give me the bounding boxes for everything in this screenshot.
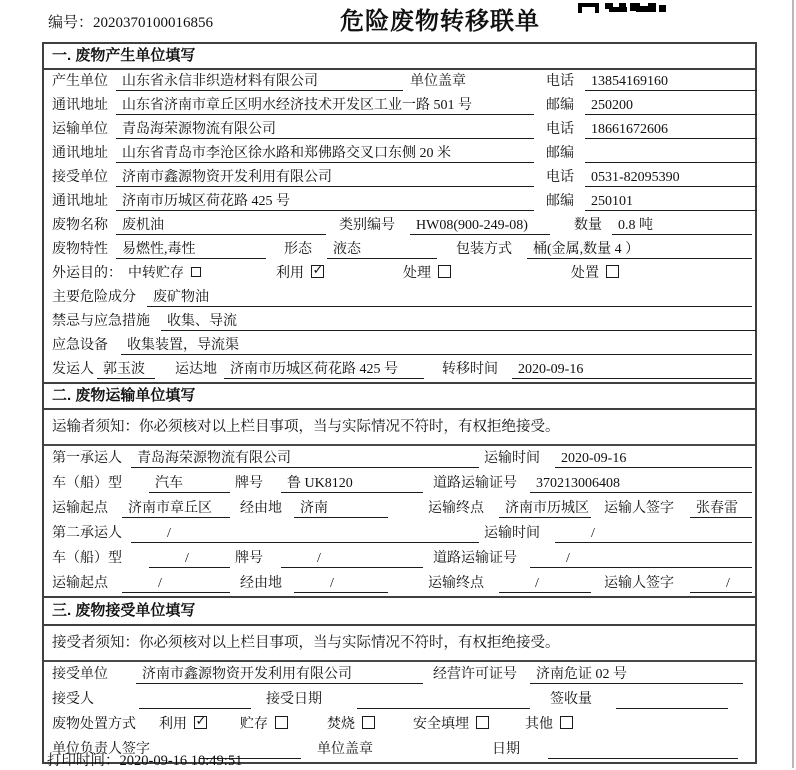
disposal-other-checkbox xyxy=(525,713,573,733)
first-plate-value: 鲁 UK8120 xyxy=(281,475,423,493)
second-carrier-label: 第二承运人 xyxy=(52,526,122,541)
packing-value: 桶(金属,数量 4 ） xyxy=(527,241,752,259)
second-vehicle-type-value: / xyxy=(149,550,230,568)
disposal-landfill-checkbox-box-icon xyxy=(476,716,489,729)
disposal-landfill-checkbox-label: 安全填埋 xyxy=(413,717,469,732)
disposal-utilize-checkbox-box-icon xyxy=(194,716,207,729)
second-endpoint-label: 运输终点 xyxy=(428,576,484,591)
row-producer-unit xyxy=(44,70,755,94)
purpose-dispose-checkbox xyxy=(571,262,619,282)
first-via-label: 经由地 xyxy=(240,501,282,516)
page-right-edge xyxy=(792,0,794,768)
quantity-label: 数量 xyxy=(574,218,602,233)
purpose-dispose-checkbox-label: 处置 xyxy=(571,266,599,281)
disposal-incinerate-checkbox-box-icon xyxy=(362,716,375,729)
row-emergency-equipment xyxy=(44,334,755,358)
emergency-equipment-label: 应急设备 xyxy=(52,338,108,353)
producer-unit-label: 产生单位 xyxy=(52,74,108,89)
disposal-incinerate-checkbox xyxy=(327,713,375,733)
section-transporter xyxy=(44,382,755,596)
row-receiver-address xyxy=(44,190,755,214)
disposal-utilize-checkbox-label: 利用 xyxy=(159,717,187,732)
receiver-zip-value: 250101 xyxy=(585,193,757,211)
qr-code-fragment-icon xyxy=(578,0,666,10)
section-producer xyxy=(44,44,755,382)
row-emergency-measures xyxy=(44,310,755,334)
second-road-permit-value: / xyxy=(530,550,752,568)
row-transporter-unit xyxy=(44,118,755,142)
section-receiver-notice: 接受者须知：你必须核对以上栏目事项，当与实际情况不符时，有权拒绝接受。 xyxy=(44,626,755,662)
received-amount-label: 签收量 xyxy=(550,692,592,707)
row-first-carrier xyxy=(44,446,755,471)
producer-address-label: 通讯地址 xyxy=(52,98,108,113)
disposal-utilize-checkbox xyxy=(159,713,207,733)
outbound-purpose-label: 外运目的： xyxy=(52,266,122,281)
destination-value: 济南市历城区荷花路 425 号 xyxy=(224,361,424,379)
first-origin-label: 运输起点 xyxy=(52,501,108,516)
packing-label: 包装方式 xyxy=(456,242,512,257)
hazard-component-label: 主要危险成分 xyxy=(52,290,136,305)
row-receive-unit xyxy=(44,662,755,687)
section-transporter-notice: 运输者须知：你必须核对以上栏目事项，当与实际情况不符时，有权拒绝接受。 xyxy=(44,410,755,446)
producer-phone-value: 13854169160 xyxy=(585,73,757,91)
receive-date-value xyxy=(357,691,530,709)
category-code-label: 类别编号 xyxy=(339,218,395,233)
emergency-equipment-value: 收集装置，导流渠 xyxy=(121,337,752,355)
row-hazard-component xyxy=(44,286,755,310)
first-carrier-sign-value: 张春雷 xyxy=(690,500,752,518)
emergency-measures-label: 禁忌与应急措施 xyxy=(52,314,150,329)
receive-person-value xyxy=(139,691,251,709)
disposal-other-checkbox-box-icon xyxy=(560,716,573,729)
license-number-value: 济南危证 02 号 xyxy=(530,666,743,684)
first-endpoint-label: 运输终点 xyxy=(428,501,484,516)
transfer-storage-checkbox-box-icon xyxy=(191,267,201,277)
producer-address-value: 山东省济南市章丘区明水经济技术开发区工业一路 501 号 xyxy=(116,97,534,115)
disposal-incinerate-checkbox-label: 焚烧 xyxy=(327,717,355,732)
purpose-treat-checkbox-box-icon xyxy=(438,265,451,278)
transfer-storage-checkbox-label: 中转贮存 xyxy=(128,266,184,281)
transporter-address-value: 山东省青岛市李沧区徐水路和郑佛路交叉口东侧 20 米 xyxy=(116,145,534,163)
seal-date-label: 日期 xyxy=(492,742,520,757)
transfer-form-table xyxy=(42,42,757,764)
doc-number-value: 2020370100016856 xyxy=(93,15,214,31)
second-road-permit-label: 道路运输证号 xyxy=(433,551,517,566)
producer-zip-label: 邮编 xyxy=(546,98,574,113)
print-time-value: 2020-09-16 10:49:51 xyxy=(119,753,243,769)
license-number-label: 经营许可证号 xyxy=(433,667,517,682)
disposal-landfill-checkbox xyxy=(413,713,489,733)
doc-number-label: 编号： xyxy=(48,15,94,31)
waste-name-label: 废物名称 xyxy=(52,218,108,233)
purpose-utilize-checkbox xyxy=(276,262,324,282)
section-producer-title: 一. 废物产生单位填写 xyxy=(44,44,755,70)
responsible-sign-label: 单位负责人签字 xyxy=(52,742,150,757)
first-endpoint-value: 济南市历城区 xyxy=(499,500,591,518)
first-via-value: 济南 xyxy=(294,500,388,518)
second-carrier-sign-value: / xyxy=(690,575,752,593)
row-producer-address xyxy=(44,94,755,118)
print-time xyxy=(47,749,242,770)
row-second-vehicle xyxy=(44,546,755,571)
second-carrier-sign-label: 运输人签字 xyxy=(604,576,674,591)
row-receive-person xyxy=(44,687,755,712)
receive-date-label: 接受日期 xyxy=(266,692,322,707)
second-carrier-value: / xyxy=(131,525,479,543)
row-disposal-method xyxy=(44,712,755,737)
second-vehicle-type-label: 车（船）型 xyxy=(52,551,122,566)
row-first-route xyxy=(44,496,755,521)
transporter-phone-label: 电话 xyxy=(546,122,574,137)
first-plate-label: 牌号 xyxy=(235,476,263,491)
emergency-measures-value: 收集、导流 xyxy=(161,313,756,331)
receiver-unit-label: 接受单位 xyxy=(52,170,108,185)
second-endpoint-value: / xyxy=(499,575,591,593)
first-transport-date-value: 2020-09-16 xyxy=(555,450,752,468)
first-carrier-sign-label: 运输人签字 xyxy=(604,501,674,516)
hazard-component-value: 废矿物油 xyxy=(147,289,752,307)
disposal-other-checkbox-label: 其他 xyxy=(525,717,553,732)
purpose-treat-checkbox-label: 处理 xyxy=(403,266,431,281)
receiver-address-label: 通讯地址 xyxy=(52,194,108,209)
row-outbound-purpose xyxy=(44,262,755,286)
category-code-value: HW08(900-249-08) xyxy=(410,217,550,235)
transporter-zip-value xyxy=(585,145,757,163)
section-receiver-title: 三. 废物接受单位填写 xyxy=(44,598,755,626)
row-second-route xyxy=(44,571,755,596)
transfer-date-label: 转移时间 xyxy=(442,362,498,377)
disposal-method-label: 废物处置方式 xyxy=(52,717,136,732)
transporter-phone-value: 18661672606 xyxy=(585,121,757,139)
second-plate-label: 牌号 xyxy=(235,551,263,566)
first-vehicle-type-value: 汽车 xyxy=(149,475,230,493)
section-transporter-title: 二. 废物运输单位填写 xyxy=(44,384,755,410)
row-waste-name xyxy=(44,214,755,238)
receiver-address-value: 济南市历城区荷花路 425 号 xyxy=(116,193,534,211)
waste-property-value: 易燃性,毒性 xyxy=(116,241,266,259)
first-carrier-value: 青岛海荣源物流有限公司 xyxy=(131,450,479,468)
second-transport-date-label: 运输时间 xyxy=(484,526,540,541)
purpose-treat-checkbox xyxy=(403,262,451,282)
print-time-label: 打印时间： xyxy=(47,753,120,769)
row-transporter-address xyxy=(44,142,755,166)
purpose-utilize-checkbox-label: 利用 xyxy=(276,266,304,281)
first-carrier-label: 第一承运人 xyxy=(52,451,122,466)
transporter-unit-value: 青岛海荣源物流有限公司 xyxy=(116,121,534,139)
second-origin-value: / xyxy=(122,575,230,593)
page-title: 危险废物转移联单 xyxy=(340,8,540,35)
waste-name-value: 废机油 xyxy=(116,217,326,235)
second-via-label: 经由地 xyxy=(240,576,282,591)
row-waste-property xyxy=(44,238,755,262)
consignor-value: 郭玉波 xyxy=(97,361,155,379)
disposal-storage-checkbox xyxy=(240,713,288,733)
producer-phone-label: 电话 xyxy=(546,74,574,89)
receive-person-label: 接受人 xyxy=(52,692,94,707)
receiver-phone-value: 0531-82095390 xyxy=(585,169,757,187)
destination-label: 运达地 xyxy=(175,362,217,377)
transfer-date-value: 2020-09-16 xyxy=(512,361,752,379)
row-first-vehicle xyxy=(44,471,755,496)
first-road-permit-value: 370213006408 xyxy=(530,475,752,493)
purpose-dispose-checkbox-box-icon xyxy=(606,265,619,278)
disposal-storage-checkbox-box-icon xyxy=(275,716,288,729)
transporter-zip-label: 邮编 xyxy=(546,146,574,161)
second-transport-date-value: / xyxy=(555,525,752,543)
received-amount-value xyxy=(616,691,728,709)
unit-seal-label: 单位盖章 xyxy=(410,74,466,89)
quantity-value: 0.8 吨 xyxy=(612,217,752,235)
section-receiver xyxy=(44,596,755,762)
second-plate-value: / xyxy=(281,550,423,568)
transporter-unit-label: 运输单位 xyxy=(52,122,108,137)
transfer-storage-checkbox xyxy=(128,262,201,282)
second-via-value: / xyxy=(294,575,388,593)
first-transport-date-label: 运输时间 xyxy=(484,451,540,466)
receiver-seal-label: 单位盖章 xyxy=(317,742,373,757)
second-origin-label: 运输起点 xyxy=(52,576,108,591)
producer-unit-value: 山东省永信非织造材料有限公司 xyxy=(116,73,403,91)
first-vehicle-type-label: 车（船）型 xyxy=(52,476,122,491)
receive-unit-label: 接受单位 xyxy=(52,667,108,682)
transporter-address-label: 通讯地址 xyxy=(52,146,108,161)
receiver-zip-label: 邮编 xyxy=(546,194,574,209)
first-road-permit-label: 道路运输证号 xyxy=(433,476,517,491)
consignor-label: 发运人 xyxy=(52,362,94,377)
form-value: 液态 xyxy=(327,241,437,259)
row-receiver-unit xyxy=(44,166,755,190)
receiver-phone-label: 电话 xyxy=(546,170,574,185)
disposal-storage-checkbox-label: 贮存 xyxy=(240,717,268,732)
producer-zip-value: 250200 xyxy=(585,97,757,115)
purpose-utilize-checkbox-box-icon xyxy=(311,265,324,278)
waste-property-label: 废物特性 xyxy=(52,242,108,257)
seal-date-value xyxy=(548,741,738,759)
row-second-carrier xyxy=(44,521,755,546)
form-label: 形态 xyxy=(284,242,312,257)
row-consignor xyxy=(44,358,755,382)
first-origin-value: 济南市章丘区 xyxy=(122,500,230,518)
receive-unit-value: 济南市鑫源物资开发利用有限公司 xyxy=(136,666,423,684)
receiver-unit-value: 济南市鑫源物资开发利用有限公司 xyxy=(116,169,534,187)
